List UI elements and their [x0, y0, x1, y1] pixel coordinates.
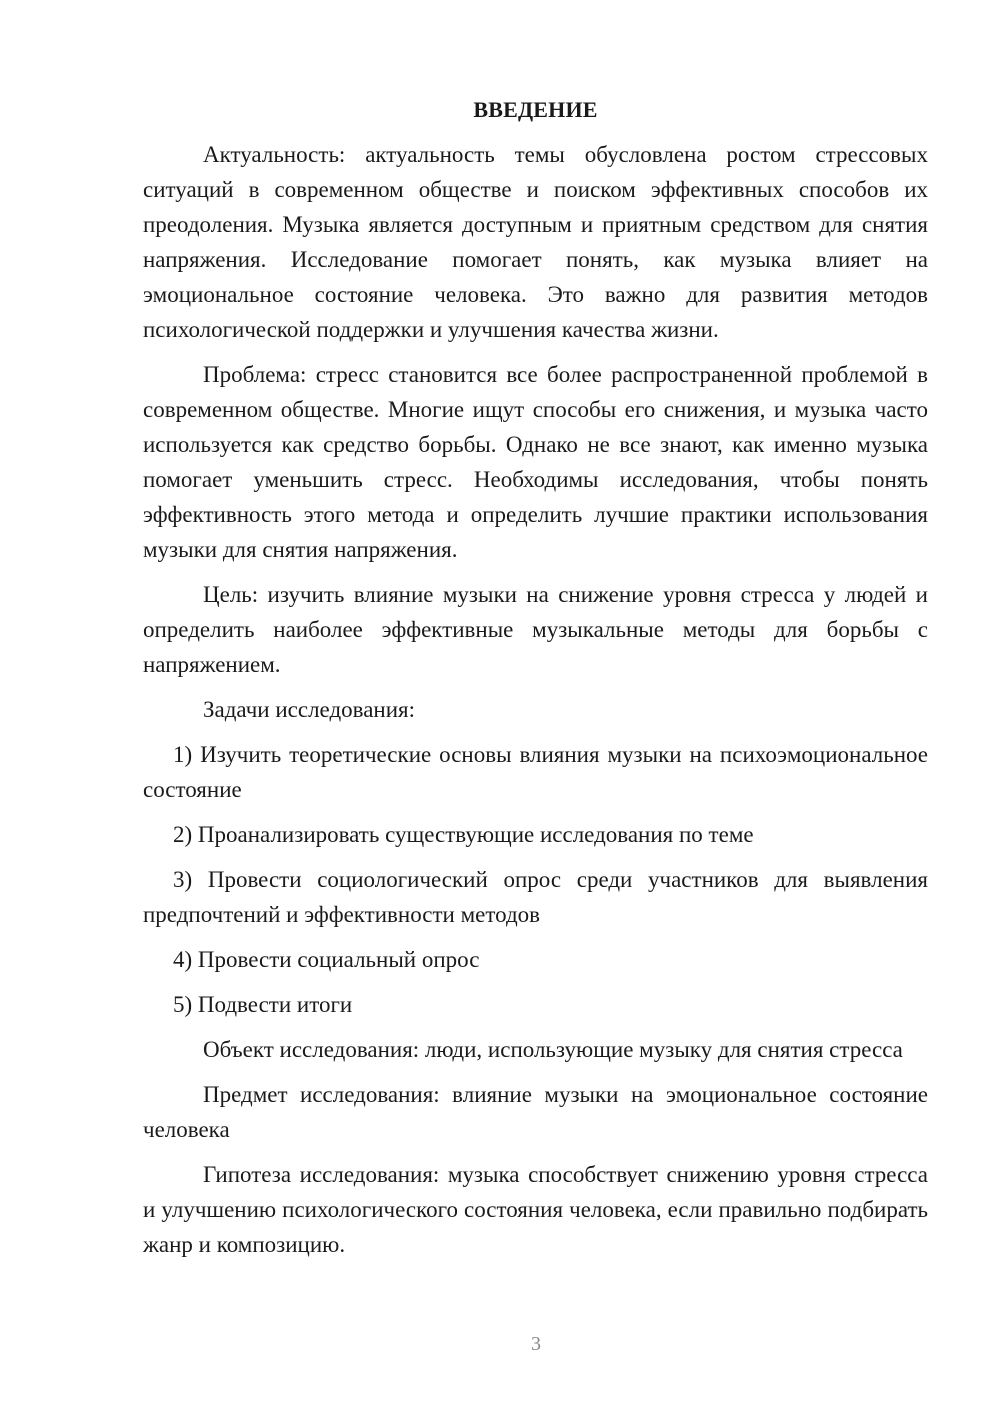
task-item-5: 5) Подвести итоги — [173, 992, 353, 1017]
paragraph-subject: Предмет исследования: влияние музыки на эмоциональное состояние человека — [143, 1082, 928, 1142]
paragraph-problem: Проблема: стресс становится все более распространенной проблемой в современном обществе. Многие ищут способы его снижения, и музыка часто используется как средство борьбы. Однако не все знают, как именно музыка помогает уменьшить стресс. Необходимы исследования, чтобы понять эффективность этого метода и определить лучшие практики использования музыки для снятия напряжения. — [143, 362, 928, 562]
paragraph-hypothesis: Гипотеза исследования: музыка способствует снижению уровня стресса и улучшению психологического состояния человека, если правильно подбирать жанр и композицию. — [143, 1162, 928, 1257]
document-page — [143, 95, 928, 1272]
page-title: ВВЕДЕНИЕ — [473, 97, 598, 122]
paragraph-relevance: Актуальность: актуальность темы обусловлена ростом стрессовых ситуаций в современном обществе и поиском эффективных способов их преодоления. Музыка является доступным и приятным средством для снятия напряжения. Исследование помогает понять, как музыка влияет на эмоциональное состояние человека. Это важно для развития методов психологической поддержки и улучшения качества жизни. — [143, 142, 928, 342]
page-number: 3 — [531, 1333, 541, 1355]
task-item-3: 3) Провести социологический опрос среди участников для выявления предпочтений и эффективности методов — [143, 867, 928, 927]
task-item-2: 2) Проанализировать существующие исследования по теме — [173, 822, 754, 847]
tasks-heading: Задачи исследования: — [203, 697, 416, 722]
paragraph-object: Объект исследования: люди, использующие музыку для снятия стресса — [203, 1037, 903, 1062]
paragraph-goal: Цель: изучить влияние музыки на снижение уровня стресса у людей и определить наиболее эффективные музыкальные методы для борьбы с напряжением. — [143, 582, 928, 677]
task-item-4: 4) Провести социальный опрос — [173, 947, 480, 972]
task-item-1: 1) Изучить теоретические основы влияния музыки на психоэмоциональное состояние — [143, 742, 928, 802]
